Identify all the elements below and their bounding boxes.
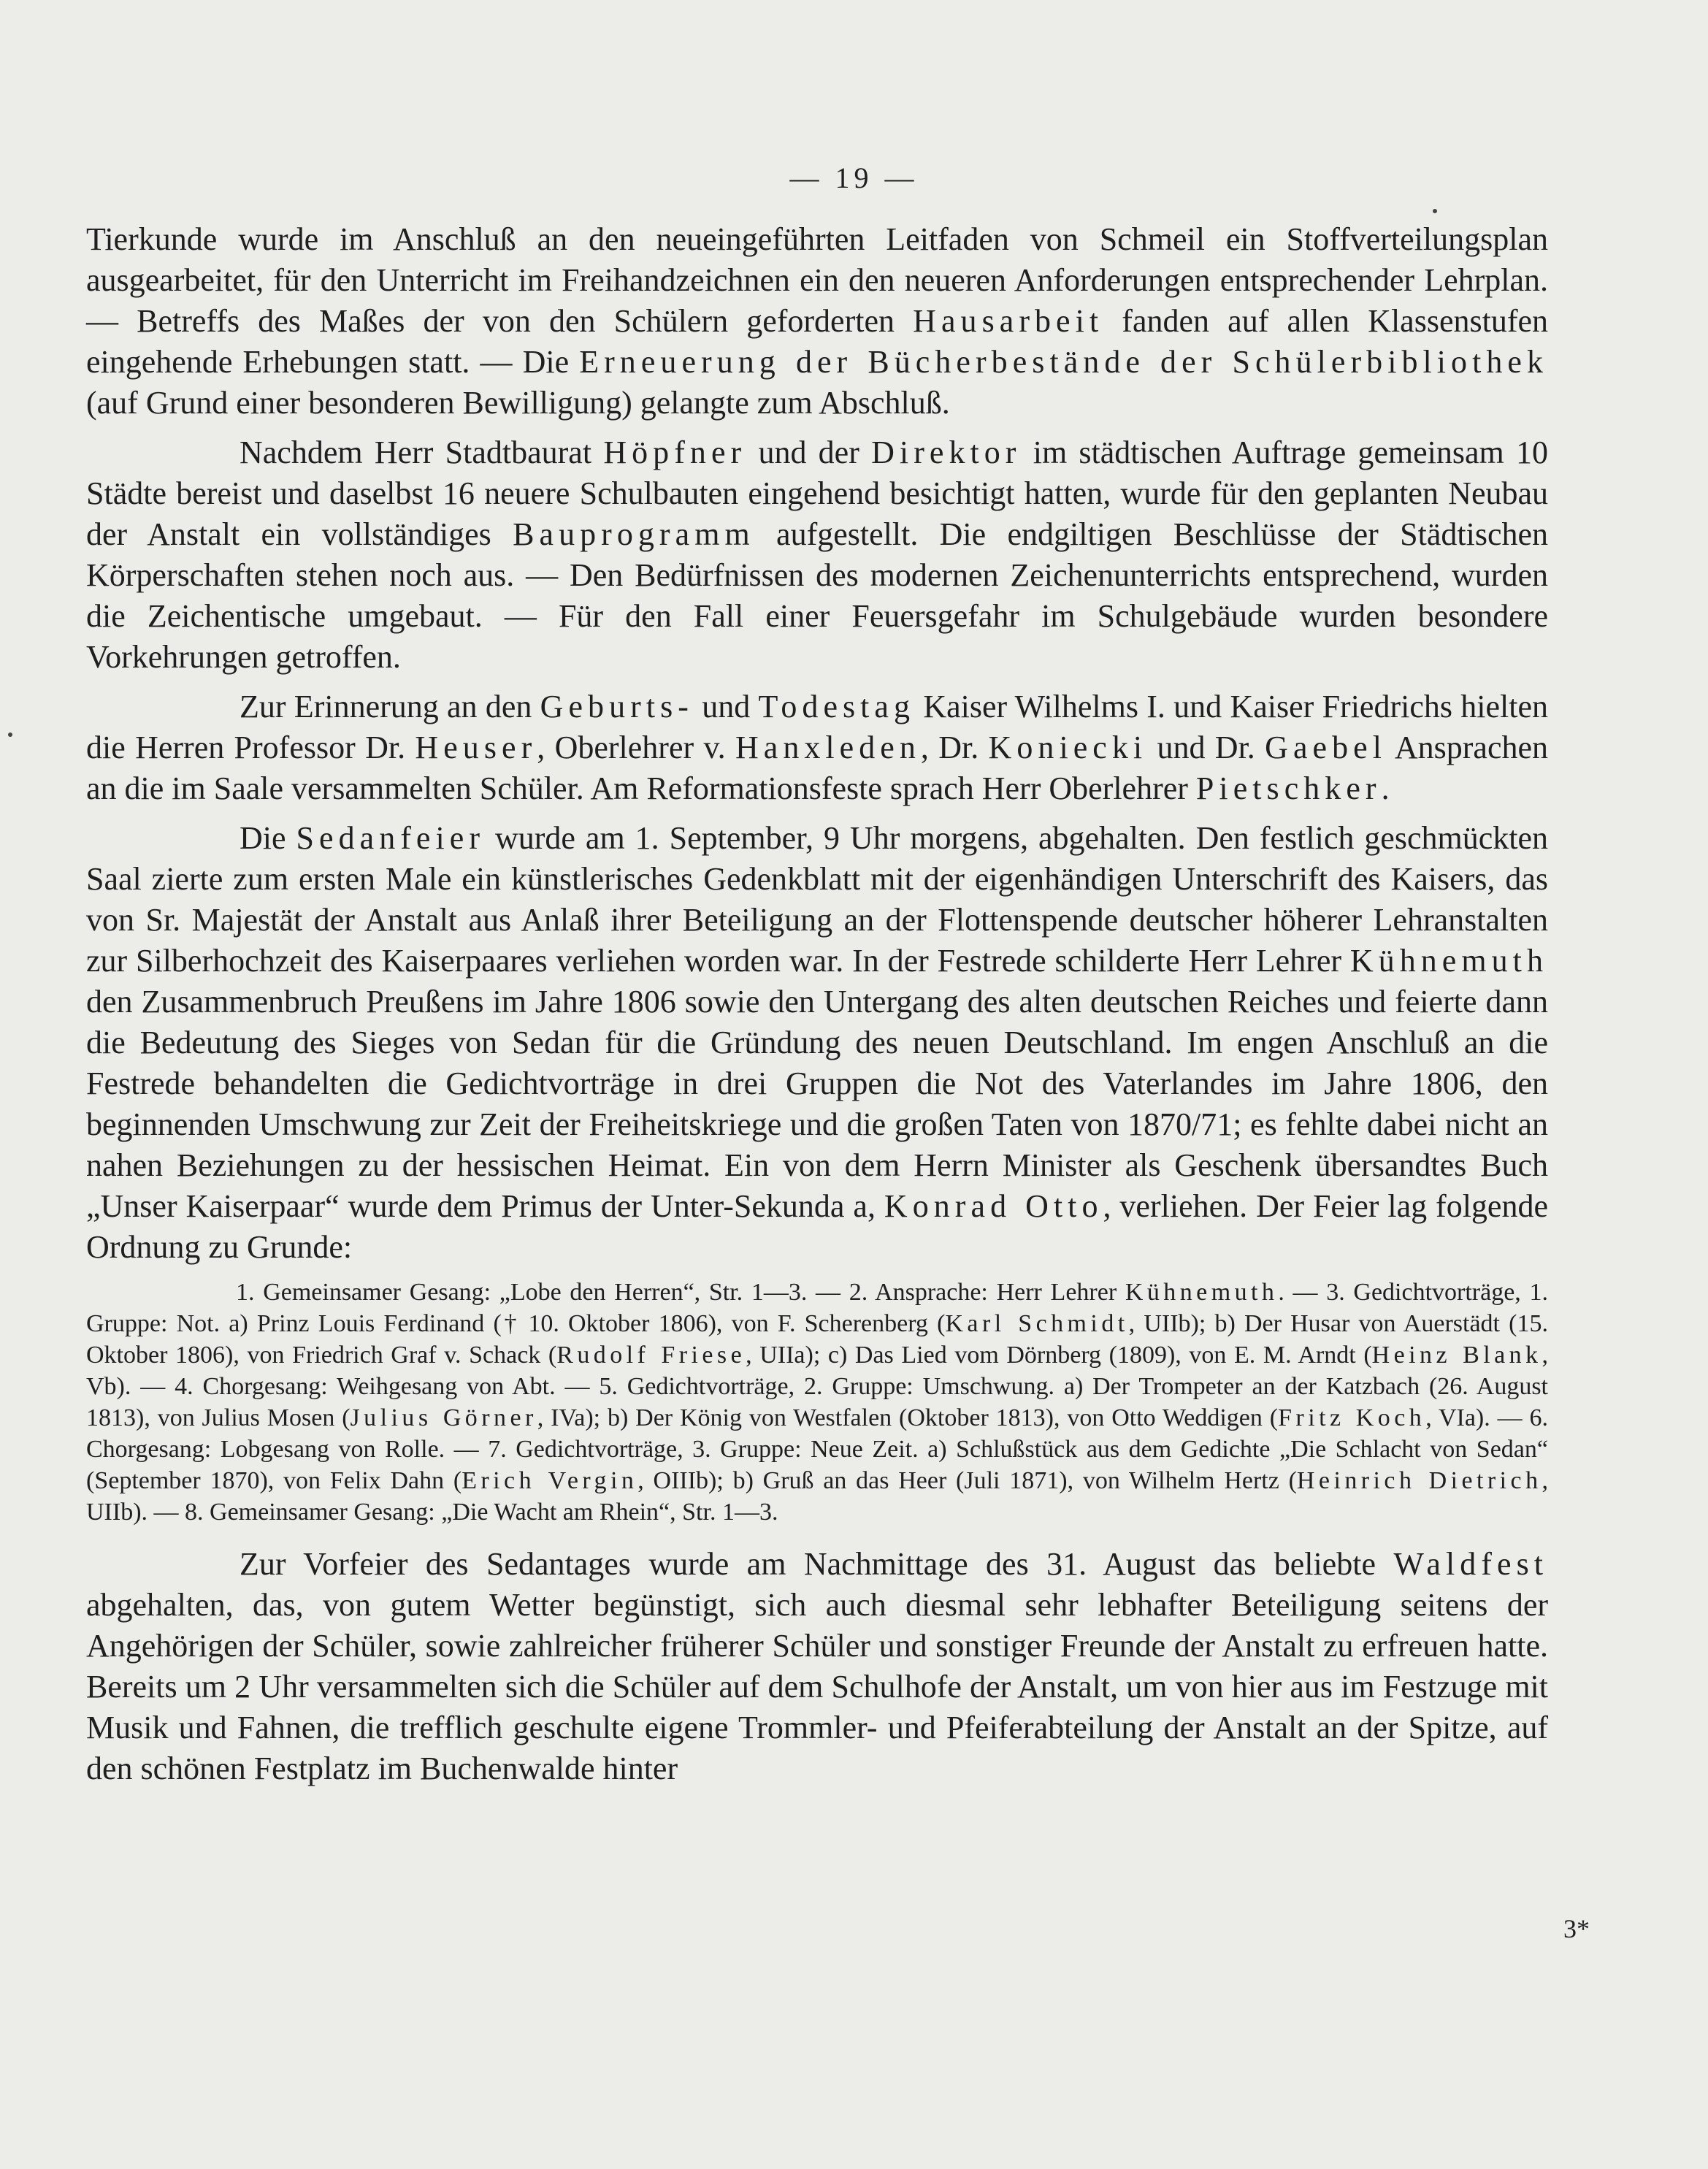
paragraph-building-program: Nachdem Herr Stadtbaurat Höpfner und der Direktor im städtischen Auftrage gemeinsam 10 Städte bereist und daselbst 16 neuere Schulbauten eingehend besichtigt hatten, wurde für den geplanten Neubau der Anstalt ein vollständiges Bauprogramm aufgestellt. Die endgiltigen Beschlüsse der Städtischen Körperschaften stehen noch aus. — Den Bedürfnissen des modernen Zeichenunterrichts entsprechend, wurden die Zeichentische umgebaut. — Für den Fall einer Feuersgefahr im Schulgebäude wurden besondere Vorkehrungen getroffen. <box>86 435 1548 675</box>
spaced-emphasis: Höpfner <box>603 435 747 470</box>
spaced-emphasis: Todestag <box>758 689 916 724</box>
spaced-emphasis: Erneuerung der Bücherbestände der Schülerbibliothek <box>579 344 1548 380</box>
spaced-emphasis: Direktor <box>871 435 1022 470</box>
spaced-emphasis: Hanxleden <box>735 730 921 765</box>
spaced-emphasis: Sedanfeier <box>296 820 486 856</box>
spaced-emphasis: Heinz Blank <box>1371 1342 1542 1369</box>
spaced-emphasis: Bauprogramm <box>513 516 755 552</box>
paragraph-curriculum: Tierkunde wurde im Anschluß an den neueingeführten Leitfaden von Schmeil ein Stoffverteilungsplan ausgearbeitet, für den Unterricht im Freihandzeichnen ein den neueren Anforderungen entsprechender Lehrplan. — Betreffs des Maßes der von den Schülern geforderten Hausarbeit fanden auf allen Klassenstufen eingehende Erhebungen statt. — Die Erneuerung der Bücherbestände der Schülerbibliothek (auf Grund einer besonderen Bewilligung) gelangte zum Abschluß. <box>86 221 1549 421</box>
spaced-emphasis: Heuser <box>415 730 537 765</box>
spaced-emphasis: Kühnemuth <box>1125 1279 1279 1306</box>
page-number: — 19 — <box>789 161 919 194</box>
speck-mark <box>8 732 12 737</box>
spaced-emphasis: Waldfest <box>1393 1546 1548 1582</box>
paragraph-waldfest: Zur Vorfeier des Sedantages wurde am Nachmittage des 31. August das beliebte Waldfest abgehalten, das, von gutem Wetter begünstigt, sich auch diesmal sehr lebhafter Beteiligung seitens der Angehörigen der Schüler, sowie zahlreicher früherer Schüler und sonstiger Freunde der Anstalt zu erfreuen hatte. Bereits um 2 Uhr versammelten sich die Schüler auf dem Schulhofe der Anstalt, um von hier aus im Festzuge mit Musik und Fahnen, die trefflich geschulte eigene Trommler- und Pfeiferabteilung der Anstalt an der Spitze, auf den schönen Festplatz im Buchenwalde hinter <box>86 1546 1548 1786</box>
celebration-program: 1. Gemeinsamer Gesang: „Lobe den Herren“, Str. 1—3. — 2. Ansprache: Herr Lehrer Kühnemuth. — 3. Gedichtvorträge, 1. Gruppe: Not. a) Prinz Louis Ferdinand († 10. Oktober 1806), von F. Scherenberg (Karl Schmidt, UIIb); b) Der Husar von Auerstädt (15. Oktober 1806), von Friedrich Graf v. Schack (Rudolf Friese, UIIa); c) Das Lied vom Dörnberg (1809), von E. M. Arndt (Heinz Blank, Vb). — 4. Chorgesang: Weihgesang von Abt. — 5. Gedichtvorträge, 2. Gruppe: Umschwung. a) Der Trompeter an der Katzbach (26. August 1813), von Julius Mosen (Julius Görner, IVa); b) Der König von Westfalen (Oktober 1813), von Otto Weddigen (Fritz Koch, VIa). — 6. Chorgesang: Lobgesang von Rolle. — 7. Gedichtvorträge, 3. Gruppe: Neue Zeit. a) Schlußstück aus dem Gedichte „Die Schlacht von Sedan“ (September 1870), von Felix Dahn (Erich Vergin, OIIIb); b) Gruß an das Heer (Juli 1871), von Wilhelm Hertz (Heinrich Dietrich, UIIb). — 8. Gemeinsamer Gesang: „Die Wacht am Rhein“, Str. 1—3. <box>86 1279 1549 1526</box>
spaced-emphasis: Karl Schmidt <box>945 1310 1129 1337</box>
signature-mark: 3* <box>1563 1914 1590 1943</box>
paragraph-sedan-celebration: Die Sedanfeier wurde am 1. September, 9 Uhr morgens, abgehalten. Den festlich geschmückten Saal zierte zum ersten Male ein künstlerisches Gedenkblatt mit der eigenhändigen Unterschrift des Kaisers, das von Sr. Majestät der Anstalt aus Anlaß ihrer Beteiligung an der Flottenspende deutscher höherer Lehranstalten zur Silberhochzeit des Kaiserpaares verliehen worden war. In der Festrede schilderte Herr Lehrer Kühnemuth den Zusammenbruch Preußens im Jahre 1806 sowie den Untergang des alten deutschen Reiches und feierte dann die Bedeutung des Sieges von Sedan für die Gründung des neuen Deutschland. Im engen Anschluß an die Festrede behandelten die Gedichtvorträge in drei Gruppen die Not des Vaterlandes im Jahre 1806, den beginnenden Umschwung zur Zeit der Freiheitskriege und die großen Taten von 1870/71; es fehlte dabei nicht an nahen Beziehungen zu der hessischen Heimat. Ein von dem Herrn Minister als Geschenk übersandtes Buch „Unser Kaiserpaar“ wurde dem Primus der Unter-Sekunda a, Konrad Otto, verliehen. Der Feier lag folgende Ordnung zu Grunde: <box>86 820 1548 1265</box>
paragraph-memorial-speeches: Zur Erinnerung an den Geburts- und Todestag Kaiser Wilhelms I. und Kaiser Friedrichs hielten die Herren Professor Dr. Heuser, Oberlehrer v. Hanxleden, Dr. Koniecki und Dr. Gaebel Ansprachen an die im Saale versammelten Schüler. Am Reformationsfeste sprach Herr Oberlehrer Pietschker. <box>86 689 1549 806</box>
spaced-emphasis: Erich Vergin <box>462 1467 638 1494</box>
spaced-emphasis: Koniecki <box>988 730 1148 765</box>
speck-mark <box>1433 209 1437 213</box>
spaced-emphasis: Hausarbeit <box>913 303 1104 339</box>
spaced-emphasis: Gaebel <box>1265 730 1387 765</box>
spaced-emphasis: Pietschker <box>1195 770 1382 806</box>
spaced-emphasis: Geburts- <box>540 689 694 724</box>
spaced-emphasis: Fritz Koch <box>1278 1404 1426 1431</box>
page-body <box>86 219 1548 1798</box>
spaced-emphasis: Konrad Otto <box>884 1188 1103 1224</box>
spaced-emphasis: Kühnemuth <box>1349 943 1548 979</box>
spaced-emphasis: Julius Görner <box>350 1404 537 1431</box>
spaced-emphasis: Heinrich Dietrich <box>1296 1467 1542 1494</box>
spaced-emphasis: Rudolf Friese <box>556 1342 746 1369</box>
